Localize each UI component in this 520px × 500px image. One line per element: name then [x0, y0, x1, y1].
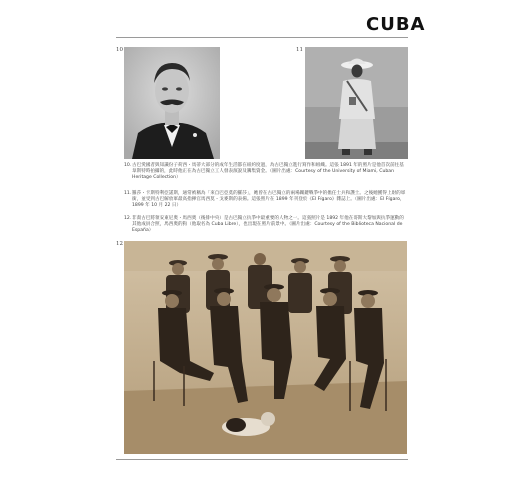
group-portrait-image [124, 241, 407, 454]
header-rule [116, 37, 408, 38]
caption-11 [124, 191, 406, 209]
caption-10-number: 10. [124, 163, 132, 168]
caption-10-text: 古巴愛國者與知識份子荷西・馬蒂大部分的成年生活都在紐約度過，為古巴獨立進行寫作和組織。這張 1891 年的照片是他首次前往基韋斯特時拍攝的，此時他正在為古巴獨立工人發表演說及籌集資金。（圖片出處：Courtesy of the University of Miami, Cuban Heritage Collection） [132, 163, 404, 181]
figure-number-10: 10 [116, 47, 123, 53]
caption-12-text: 非裔古巴將領安東尼奧・馬西奧（後排中央）是古巴獨立抗爭中最重要的人物之一。這張照片是 1892 年他在哥斯大黎加與抗爭運動的其他成員合照，馬西奧的狗（他取名為 Cuba Libre），也出現在照片前景中。（圖片出處：Courtesy of the Biblioteca Nacional de España） [132, 216, 404, 234]
rosa-portrait-image [305, 47, 408, 159]
caption-12-number: 12. [124, 216, 132, 221]
figure-number-11: 11 [296, 47, 303, 53]
caption-11-number: 11. [124, 191, 132, 196]
marti-portrait-image [124, 47, 220, 159]
page-header-title: CUBA [366, 14, 426, 35]
caption-10 [124, 163, 406, 181]
caption-11-text: 羅莎・卡斯特利亞諾斯，通常被稱為「來自巴亞莫的羅莎」，她曾在古巴獨立的兩場關鍵戰爭中的擔任士兵和護士。之後她獲得上尉的軍銜，並受到古巴解放軍最高指揮官馬西莫・戈麥斯的表揚。這張照片在 1899 年刊登於《El Fígaro》雜誌上。（圖片出處：El Fígaro，1899 年 10 月 22 日） [132, 191, 406, 209]
photo-group-portrait [124, 241, 407, 454]
footer-rule [116, 459, 408, 460]
photo-rosa-castellanos [305, 47, 408, 159]
caption-12 [124, 216, 406, 234]
photo-marti-portrait [124, 47, 220, 159]
figure-number-12: 12 [116, 241, 123, 247]
